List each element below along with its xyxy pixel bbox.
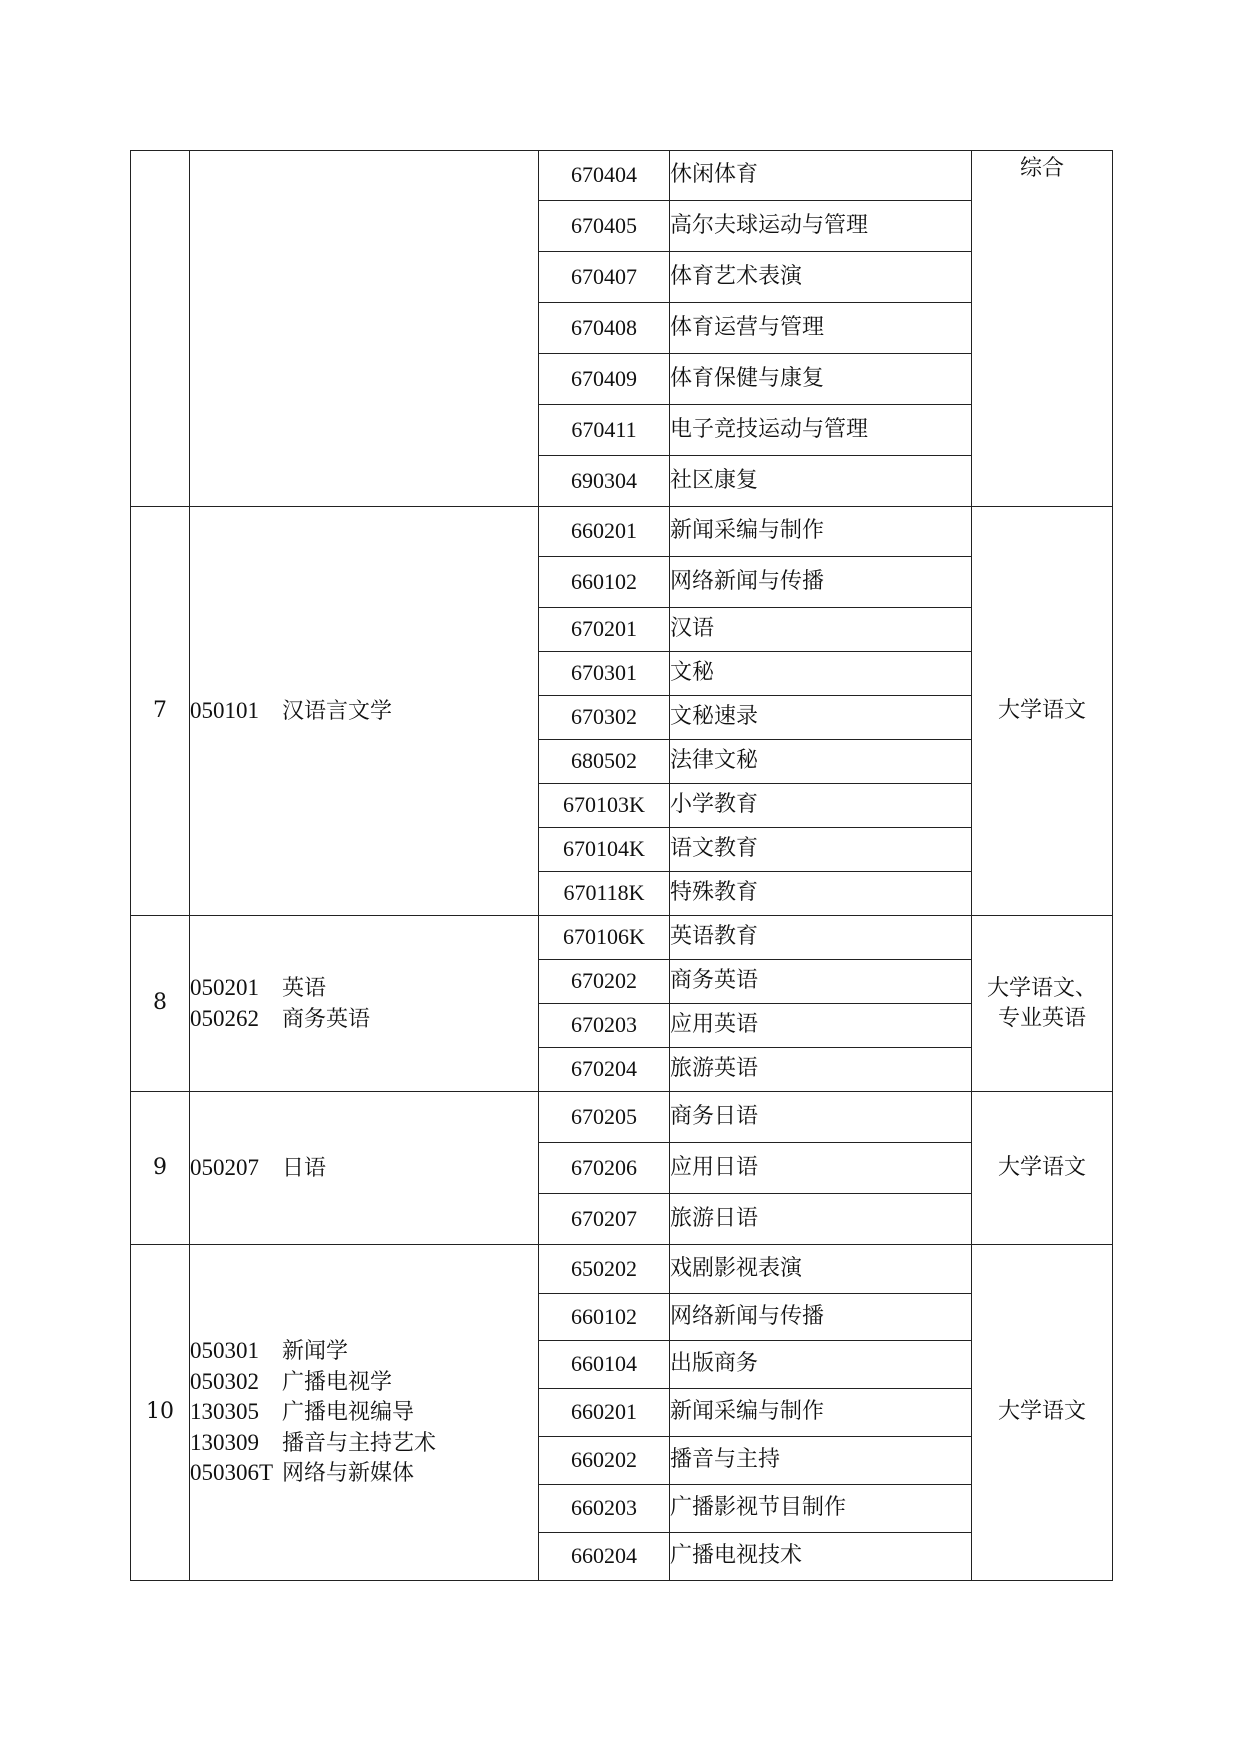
undergraduate-majors: [190, 1245, 539, 1581]
vocational-code: 660202: [539, 1437, 670, 1485]
group-number: [131, 151, 190, 507]
vocational-name: 休闲体育: [670, 151, 972, 201]
undergraduate-majors: [190, 916, 539, 1092]
vocational-code: 670407: [539, 252, 670, 303]
major-name: 广播电视编导: [282, 1400, 415, 1426]
vocational-name: 应用日语: [670, 1143, 972, 1194]
major-code: 050306T: [190, 1460, 274, 1486]
vocational-name: 戏剧影视表演: [670, 1245, 972, 1294]
table-body: [131, 151, 1113, 1581]
undergraduate-majors: [190, 507, 539, 916]
vocational-name: 英语教育: [670, 916, 972, 960]
vocational-code: 670408: [539, 303, 670, 354]
vocational-code: 650202: [539, 1245, 670, 1294]
major-code: 050101: [190, 697, 259, 723]
vocational-code: 670104K: [539, 828, 670, 872]
vocational-name: 网络新闻与传播: [670, 1294, 972, 1341]
vocational-name: 体育保健与康复: [670, 354, 972, 405]
vocational-name: 文秘速录: [670, 696, 972, 740]
major-line: [190, 1367, 538, 1398]
major-name: 英语: [282, 975, 327, 1001]
vocational-code: 670409: [539, 354, 670, 405]
major-line: [190, 1458, 538, 1489]
vocational-name: 社区康复: [670, 456, 972, 507]
major-name: 网络与新媒体: [282, 1461, 415, 1487]
exam-subject: 大学语文: [972, 507, 1113, 916]
vocational-code: 670301: [539, 652, 670, 696]
vocational-name: 小学教育: [670, 784, 972, 828]
vocational-name: 播音与主持: [670, 1437, 972, 1485]
major-name: 播音与主持艺术: [282, 1430, 437, 1456]
vocational-code: 670206: [539, 1143, 670, 1194]
vocational-code: 660203: [539, 1485, 670, 1533]
major-line: [190, 1004, 538, 1035]
major-code: 130309: [190, 1429, 259, 1455]
vocational-name: 文秘: [670, 652, 972, 696]
vocational-name: 电子竞技运动与管理: [670, 405, 972, 456]
major-code: 050262: [190, 1005, 259, 1031]
major-name: 商务英语: [282, 1006, 371, 1032]
vocational-name: 特殊教育: [670, 872, 972, 916]
major-line: [190, 1428, 538, 1459]
exam-subject: 大学语文: [972, 1245, 1113, 1581]
vocational-name: 商务英语: [670, 960, 972, 1004]
major-correspondence-table: [130, 150, 1113, 1581]
vocational-name: 商务日语: [670, 1092, 972, 1143]
undergraduate-majors: [190, 1092, 539, 1245]
vocational-name: 汉语: [670, 608, 972, 652]
group-number: 7: [131, 507, 190, 916]
table-row: [131, 916, 1113, 960]
vocational-code: 670106K: [539, 916, 670, 960]
vocational-name: 旅游日语: [670, 1194, 972, 1245]
exam-subject: 大学语文: [972, 1092, 1113, 1245]
group-number: 10: [131, 1245, 190, 1581]
vocational-code: 660102: [539, 557, 670, 608]
vocational-name: 网络新闻与传播: [670, 557, 972, 608]
vocational-name: 旅游英语: [670, 1048, 972, 1092]
vocational-code: 670202: [539, 960, 670, 1004]
major-name: 汉语言文学: [282, 698, 393, 724]
vocational-name: 广播电视技术: [670, 1533, 972, 1581]
vocational-code: 670103K: [539, 784, 670, 828]
vocational-code: 670207: [539, 1194, 670, 1245]
vocational-code: 660102: [539, 1294, 670, 1341]
major-line: [190, 1397, 538, 1428]
vocational-code: 660201: [539, 1389, 670, 1437]
vocational-code: 660104: [539, 1341, 670, 1389]
major-name: 新闻学: [282, 1339, 349, 1365]
group-number: 8: [131, 916, 190, 1092]
vocational-name: 广播影视节目制作: [670, 1485, 972, 1533]
vocational-code: 670205: [539, 1092, 670, 1143]
table-row: [131, 1245, 1113, 1294]
table-row: [131, 151, 1113, 201]
vocational-name: 应用英语: [670, 1004, 972, 1048]
exam-subject: 大学语文、专业英语: [972, 916, 1113, 1092]
vocational-code: 670405: [539, 201, 670, 252]
vocational-name: 体育艺术表演: [670, 252, 972, 303]
group-number: 9: [131, 1092, 190, 1245]
major-name: 日语: [282, 1155, 327, 1181]
major-name: 广播电视学: [282, 1369, 393, 1395]
vocational-code: 670118K: [539, 872, 670, 916]
vocational-name: 体育运营与管理: [670, 303, 972, 354]
vocational-name: 高尔夫球运动与管理: [670, 201, 972, 252]
vocational-code: 670411: [539, 405, 670, 456]
vocational-code: 680502: [539, 740, 670, 784]
exam-subject: 综合: [972, 151, 1113, 507]
major-code: 050201: [190, 974, 259, 1000]
table-row: [131, 1092, 1113, 1143]
major-code: 050207: [190, 1154, 259, 1180]
vocational-code: 690304: [539, 456, 670, 507]
major-line: [190, 1153, 538, 1184]
major-code: 130305: [190, 1399, 259, 1425]
vocational-name: 法律文秘: [670, 740, 972, 784]
vocational-code: 670204: [539, 1048, 670, 1092]
vocational-code: 670404: [539, 151, 670, 201]
table-row: [131, 507, 1113, 557]
major-line: [190, 973, 538, 1004]
major-code: 050302: [190, 1368, 259, 1394]
major-code: 050301: [190, 1338, 259, 1364]
vocational-code: 670302: [539, 696, 670, 740]
vocational-name: 新闻采编与制作: [670, 507, 972, 557]
vocational-code: 660201: [539, 507, 670, 557]
major-line: [190, 696, 538, 727]
vocational-code: 670203: [539, 1004, 670, 1048]
vocational-name: 新闻采编与制作: [670, 1389, 972, 1437]
vocational-name: 语文教育: [670, 828, 972, 872]
vocational-code: 670201: [539, 608, 670, 652]
major-line: [190, 1336, 538, 1367]
vocational-name: 出版商务: [670, 1341, 972, 1389]
vocational-code: 660204: [539, 1533, 670, 1581]
undergraduate-majors: [190, 151, 539, 507]
